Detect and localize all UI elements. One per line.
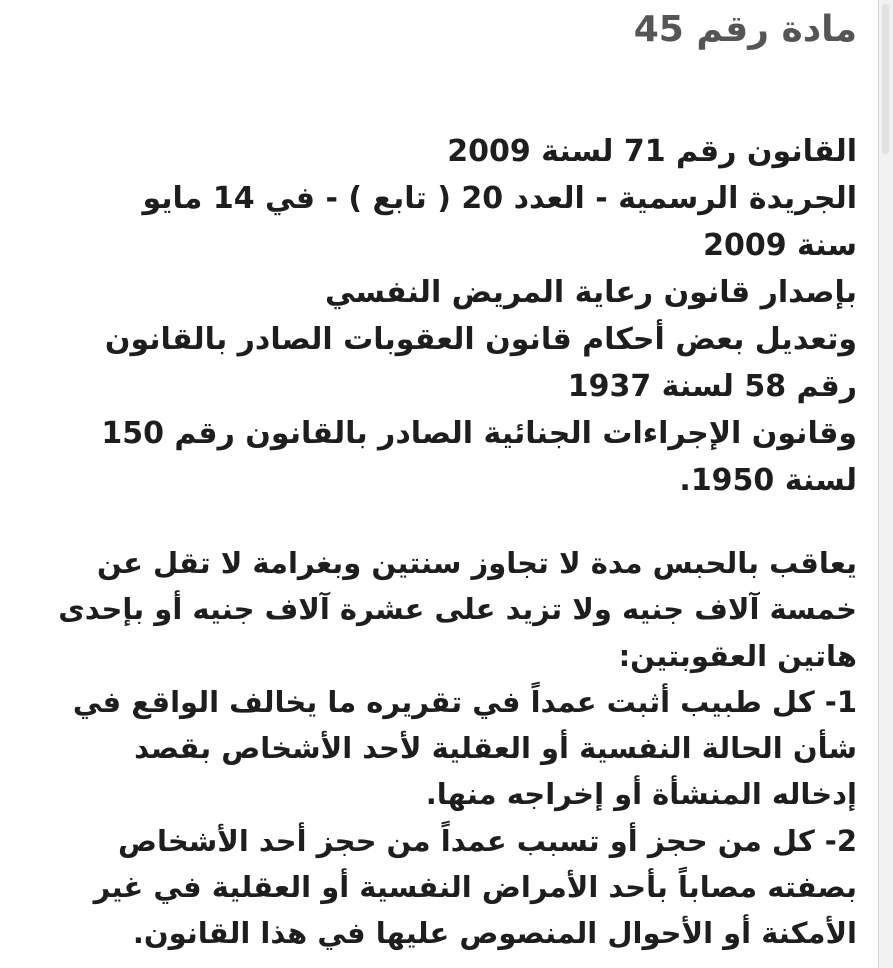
law-line: وتعديل بعض أحكام قانون العقوبات الصادر بالقانون bbox=[104, 322, 857, 357]
law-line: بإصدار قانون رعاية المريض النفسي bbox=[324, 275, 857, 310]
article-title: مادة رقم 45 bbox=[633, 9, 857, 50]
law-line: وقانون الإجراءات الجنائية الصادر بالقانون رقم 150 bbox=[101, 416, 857, 451]
law-line: القانون رقم 71 لسنة 2009 bbox=[447, 134, 857, 169]
law-line: الجريدة الرسمية - العدد 20 ( تابع ) - في 14 مايو bbox=[142, 181, 857, 216]
body-line: يعاقب بالحبس مدة لا تجاوز سنتين وبغرامة لا تقل عن bbox=[96, 546, 857, 580]
page-edge-strip bbox=[878, 0, 893, 968]
law-line: لسنة 1950. bbox=[679, 463, 857, 498]
body-line: هاتين العقوبتين: bbox=[618, 638, 857, 673]
scroll-thumb bbox=[882, 4, 889, 154]
article-body bbox=[40, 540, 857, 957]
law-line: رقم 58 لسنة 1937 bbox=[567, 369, 857, 404]
law-line: سنة 2009 bbox=[703, 228, 857, 263]
law-reference-block bbox=[40, 128, 857, 504]
body-line: بصفته مصاباً بأحد الأمراض النفسية أو العقلية في غير bbox=[93, 870, 857, 905]
body-line: شأن الحالة النفسية أو العقلية لأحد الأشخاص بقصد bbox=[134, 731, 857, 766]
body-line: 2- كل من حجز أو تسبب عمداً من حجز أحد الأشخاص bbox=[117, 823, 857, 858]
body-line: خمسة آلاف جنيه ولا تزيد على عشرة آلاف جنيه أو بإحدى bbox=[58, 592, 857, 627]
body-line: الأمكنة أو الأحوال المنصوص عليها في هذا القانون. bbox=[132, 916, 857, 951]
body-line: 1- كل طبيب أثبت عمداً في تقريره ما يخالف الواقع في bbox=[72, 684, 857, 719]
body-line: إدخاله المنشأة أو إخراجه منها. bbox=[425, 777, 857, 812]
